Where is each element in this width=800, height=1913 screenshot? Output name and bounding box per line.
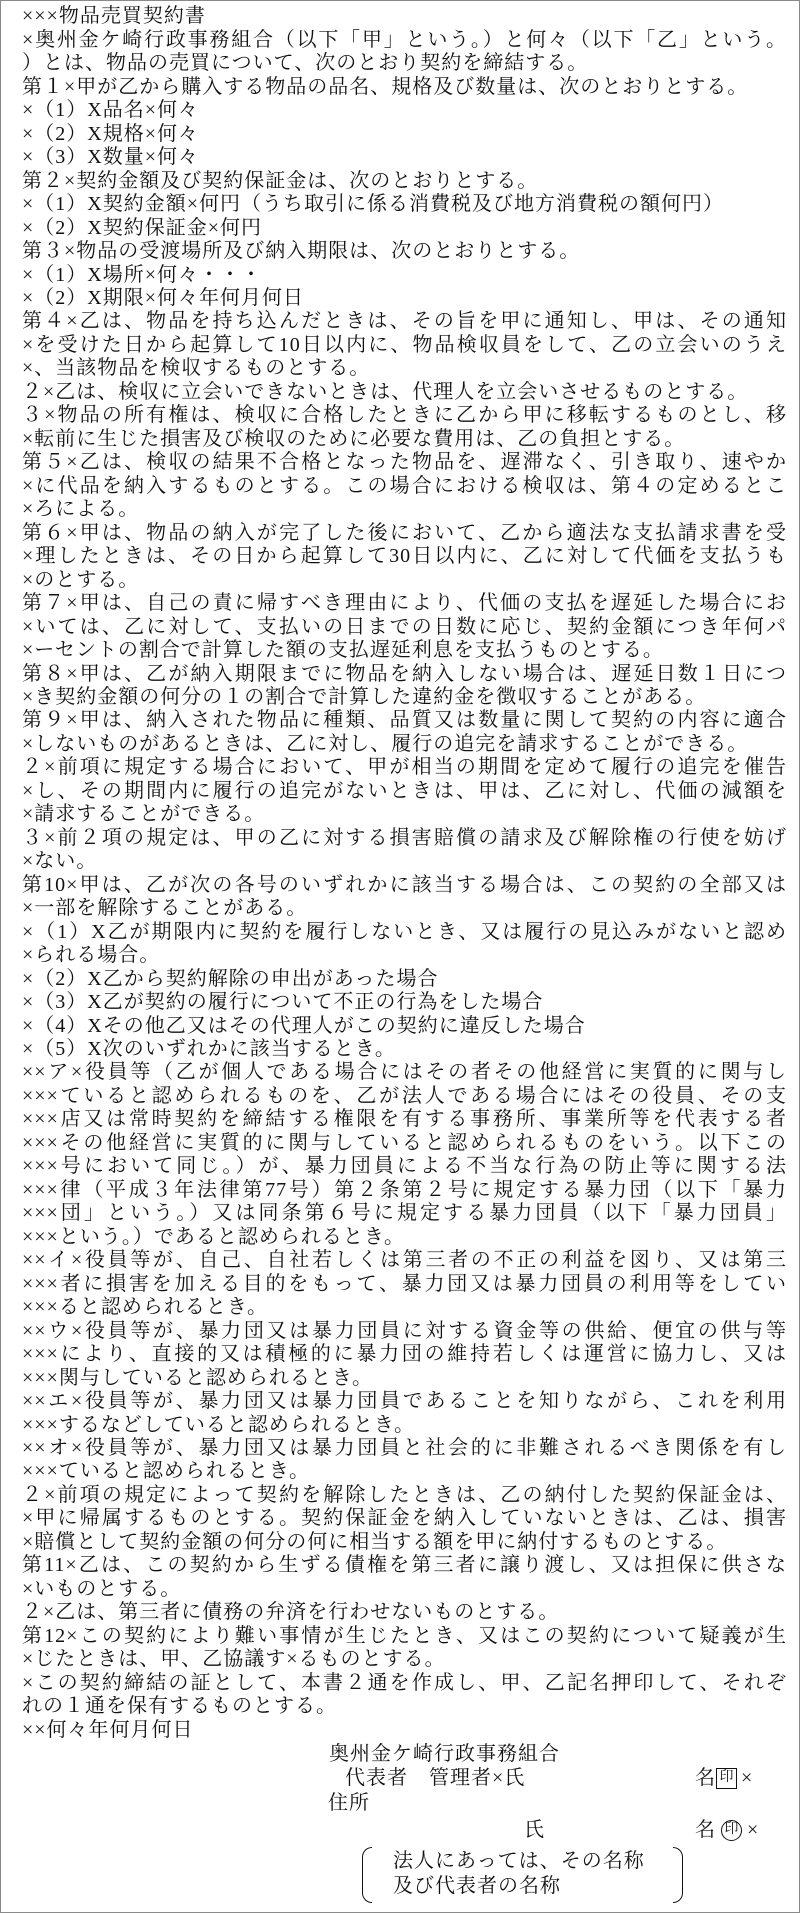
sub-item-line: ×××関与していると認められるとき。 [22, 1366, 374, 1389]
clause-item-line: ×られる場合。 [22, 944, 161, 967]
clause-line: 第５×乙は、検収の結果不合格となった物品を、遅滞なく、引き取り、速やか [22, 451, 787, 474]
sub-item-line: ×××という。）であると認められるとき。 [22, 1225, 406, 1248]
clause-line: ×しないものがあるときは、乙に対し、履行の追完を請求することができる。 [22, 732, 749, 755]
sub-item-line: ×××律（平成３年法律第77号）第２条第２号に規定する暴力団（以下「暴力 [22, 1178, 787, 1201]
article-4 [22, 310, 787, 451]
clause-line: ×ろによる。 [22, 498, 140, 521]
clause-line: 第10×甲は、乙が次の各号のいずれかに該当する場合は、この契約の全部又は [22, 873, 787, 896]
clause-line: ×ーセントの割合で計算した額の支払遅延利息を支払うものとする。 [22, 639, 664, 662]
clause-line: ×転前に生じた損害及び検収のために必要な費用は、乙の負担とする。 [22, 427, 686, 450]
article-10 [22, 874, 787, 1555]
clause-item-line: ×（2）X乙から契約解除の申出があった場合 [22, 967, 439, 990]
clause-line: ×き契約金額の何分の１の割合で計算した違約金を徴収することがある。 [22, 685, 707, 708]
sub-item-line: ×××号において同じ。）が、暴力団員による不当な行為の防止等に関する法 [22, 1155, 787, 1178]
sub-item-line: ×××店又は常時契約を締結する権限を有する事務所、事業所等を代表する者 [22, 1108, 787, 1131]
clause-line: 第４×乙は、物品を持ち込んだときは、その旨を甲に通知し、甲は、その通知 [22, 310, 787, 333]
closing-line: れの１通を保有するものとする。 [22, 1695, 337, 1718]
name-label-first: 氏 [524, 1819, 545, 1841]
preamble-line: ）とは、物品の売買について、次のとおり契約を締結する。 [22, 52, 589, 75]
clause-line: ×一部を解除することがある。 [22, 897, 308, 920]
sub-item-line: ×××団」という。）又は同条第６号に規定する暴力団員（以下「暴力団員」 [22, 1202, 787, 1225]
clause-item-line: ×（3）X数量×何々 [22, 146, 200, 169]
clause-line: ×に代品を納入するものとする。この場合における検収は、第４の定めるとこ [22, 474, 787, 497]
clause-line: ×ない。 [22, 850, 98, 873]
clause-line: 第11×乙は、この契約から生ずる債権を第三者に譲り渡し、又は担保に供さな [22, 1554, 787, 1577]
sub-item-line: ×××ると認められるとき。 [22, 1296, 269, 1319]
seal-circle: 印 [721, 1820, 742, 1841]
clause-item-line: ×（5）X次のいずれかに該当するとき。 [22, 1038, 396, 1061]
clause-line: ×甲に帰属するものとする。契約保証金を納入していないときは、乙は、損害 [22, 1507, 787, 1530]
name-label-second: 名 [695, 1819, 716, 1841]
clause-line: ×請求することができる。 [22, 803, 266, 826]
clause-item-line: ×（2）X契約保証金×何円 [22, 216, 263, 239]
clause-item-line: ×（1）X乙が期限内に契約を履行しないとき、又は履行の見込みがないと認め [22, 920, 787, 943]
sub-item-line: ×××により、直接的又は積極的に暴力団の維持若しくは運営に協力し、又は [22, 1343, 787, 1366]
clause-line: ×いものとする。 [22, 1577, 182, 1600]
sub-item-line: ×××ていると認められるものを、乙が法人である場合にはその役員、その支 [22, 1084, 787, 1107]
article-8 [22, 663, 787, 710]
clause-line: ２×乙は、第三者に債務の弁済を行わせないものとする。 [22, 1601, 560, 1624]
clause-item-line: ×（2）X規格×何々 [22, 122, 200, 145]
clause-line: ×いては、乙に対して、支払いの日までの日数に応じ、契約金額につき年何パ [22, 615, 787, 638]
corporate-note-line: 及び代表者の名称 [393, 1875, 561, 1897]
organization-name: 奥州金ケ崎行政事務組合 [329, 1743, 560, 1765]
representative-label: 代表者 管理者×氏 [345, 1767, 526, 1789]
corporate-note-line: 法人にあっては、その名称 [393, 1850, 645, 1872]
article-9 [22, 709, 787, 873]
sub-item-line: ×××者に損害を加える目的をもって、暴力団又は暴力団員の利用等をしてい [22, 1272, 787, 1295]
clause-line: 第８×甲は、乙が納入期限までに物品を納入しない場合は、遅延日数１日につ [22, 662, 787, 685]
clause-line: 第１×甲が乙から購入する物品の品名、規格及び数量は、次のとおりとする。 [22, 75, 749, 98]
party-mark: × [747, 1819, 760, 1841]
clause-line: ×賠償として契約金額の何分の何に相当する額を甲に納付するものとする。 [22, 1530, 728, 1553]
preamble-line: ×奥州金ケ崎行政事務組合（以下「甲」という。）と何々（以下「乙」という。 [22, 28, 787, 51]
clause-line: ×じたときは、甲、乙協議す×るものとする。 [22, 1648, 446, 1671]
article-1 [22, 76, 787, 170]
address-label: 住所 [328, 1792, 370, 1814]
sub-item-line: ××イ×役員等が、自己、自社若しくは第三者の不正の利益を図り、又は第三 [22, 1249, 787, 1272]
sub-item-line: ×××その他経営に実質的に関与していると認められるものをいう。以下この [22, 1131, 787, 1154]
clause-line: ×のとする。 [22, 568, 140, 591]
clause-line: 第12×この契約により難い事情が生じたとき、又はこの契約について疑義が生 [22, 1624, 787, 1647]
clause-line: 第３×物品の受渡場所及び納入期限は、次のとおりとする。 [22, 240, 581, 263]
article-5 [22, 451, 787, 521]
clause-item-line: ×（2）X期限×何々年何月何日 [22, 287, 305, 310]
clause-line: ３×前２項の規定は、甲の乙に対する損害賠償の請求及び解除権の行使を妨げ [22, 826, 787, 849]
clause-line: ２×前項に規定する場合において、甲が相当の期間を定めて履行の追完を催告 [22, 756, 787, 779]
clause-item-line: ×（1）X品名×何々 [22, 99, 200, 122]
clause-line: ×を受けた日から起算して10日以内に、物品検収員をして、乙の立会いのうえ [22, 333, 787, 356]
document-title: ×××物品売買契約書 [22, 5, 206, 28]
clause-item-line: ×（1）X契約金額×何円（うち取引に係る消費税及び地方消費税の額何円） [22, 193, 725, 216]
clause-item-line: ×（3）X乙が契約の履行について不正の行為をした場合 [22, 991, 544, 1014]
representative-mark: × [741, 1767, 754, 1789]
clause-line: ×理したときは、その日から起算して30日以内に、乙に対して代価を支払うも [22, 545, 787, 568]
clause-line: 第２×契約金額及び契約保証金は、次のとおりとする。 [22, 169, 539, 192]
article-3 [22, 240, 787, 310]
bracket-right [673, 1847, 683, 1903]
clause-line: 第７×甲は、自己の責に帰すべき理由により、代価の支払を遅延した場合にお [22, 592, 787, 615]
clause-line: 第９×甲は、納入された物品に種類、品質又は数量に関して契約の内容に適合 [22, 709, 787, 732]
bracket-left [362, 1847, 372, 1903]
clause-line: ３×物品の所有権は、検収に合格したときに乙から甲に移転するものとし、移 [22, 404, 787, 427]
sub-item-line: ×××するなどしていると認められるとき。 [22, 1413, 416, 1436]
representative-name-char: 名 [695, 1767, 716, 1789]
closing-line: ×この契約締結の証として、本書２通を作成し、甲、乙記名押印して、それぞ [22, 1671, 787, 1694]
article-7 [22, 592, 787, 662]
sub-item-line: ××ア×役員等（乙が個人である場合にはその者その他経営に実質的に関与し [22, 1061, 787, 1084]
article-11 [22, 1554, 787, 1624]
seal-box: 印 [716, 1768, 737, 1789]
clause-line: ×、当該物品を検収するものとする。 [22, 357, 371, 380]
clause-line: ２×乙は、検収に立会いできないときは、代理人を立会いさせるものとする。 [22, 380, 749, 403]
clause-line: 第６×甲は、物品の納入が完了した後において、乙から適法な支払請求書を受 [22, 521, 787, 544]
sub-item-line: ××オ×役員等が、暴力団又は暴力団員と社会的に非難されるべき関係を有し [22, 1436, 787, 1459]
article-2 [22, 170, 787, 240]
clause-item-line: ×（4）Xその他乙又はその代理人がこの契約に違反した場合 [22, 1014, 586, 1037]
article-12 [22, 1625, 787, 1672]
closing-statement [22, 1672, 787, 1719]
contract-date: ××何々年何月何日 [22, 1718, 194, 1741]
preamble [22, 29, 787, 76]
article-6 [22, 522, 787, 592]
sub-item-line: ××ウ×役員等が、暴力団又は暴力団員に対する資金等の供給、便宜の供与等 [22, 1319, 787, 1342]
sub-item-line: ××エ×役員等が、暴力団又は暴力団員であることを知りながら、これを利用 [22, 1390, 787, 1413]
clause-item-line: ×（1）X場所×何々・・・ [22, 263, 263, 286]
clause-line: ×し、その期間内に履行の追完がないときは、甲は、乙に対し、代価の減額を [22, 779, 787, 802]
sub-item-line: ×××ていると認められるとき。 [22, 1460, 311, 1483]
clause-line: ２×前項の規定によって契約を解除したときは、乙の納付した契約保証金は、 [22, 1483, 787, 1506]
contract-body [22, 5, 787, 1742]
